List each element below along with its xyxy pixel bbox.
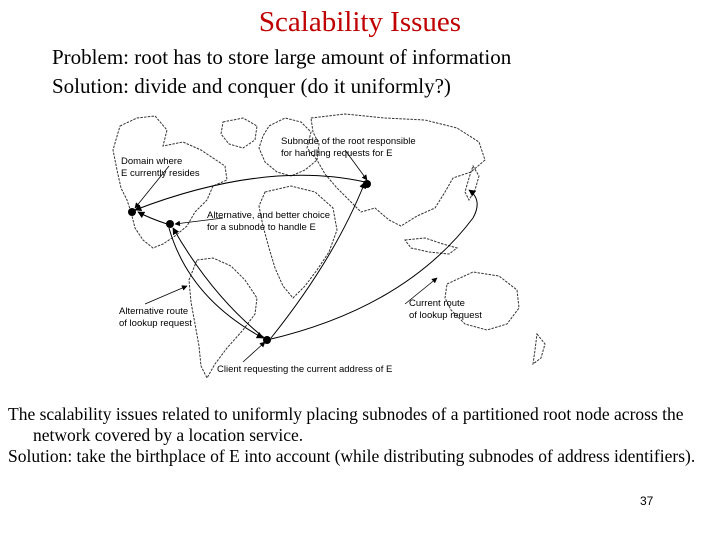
- caption-paragraph: The scalability issues related to uniformly placing subnodes of a partitioned root node across the network covered by a location service.: [8, 404, 684, 445]
- page-number: 37: [640, 494, 654, 508]
- svg-text:Domain where: [121, 156, 182, 167]
- label-alt-route-line1: Alternative route: [119, 306, 189, 317]
- svg-text:Alternative route: [119, 306, 188, 317]
- label-alt-route-line2: of lookup request: [119, 318, 192, 329]
- alternative-subnode: [166, 220, 174, 228]
- root-subnode: [363, 180, 371, 188]
- world-map-figure: [105, 108, 605, 388]
- svg-text:Current route: [409, 298, 465, 309]
- client-leader: [243, 342, 265, 362]
- africa-outline: [259, 186, 337, 298]
- svg-text:of lookup request: [409, 310, 482, 321]
- label-domain-line1: Domain where: [121, 156, 183, 167]
- new-zealand-outline: [533, 334, 545, 364]
- label-client: Client requesting the current address of E: [217, 364, 393, 375]
- domain-node: [128, 208, 136, 216]
- label-alt-choice-line2: for a subnode to handle E: [207, 222, 316, 233]
- label-current-route-line1: Current route: [409, 298, 465, 309]
- svg-text:Alternative, and better choice: [207, 210, 330, 221]
- label-domain-line2: E currently resides: [121, 168, 200, 179]
- client-node: [263, 336, 271, 344]
- alt-route-leader: [145, 286, 187, 304]
- svg-text:for a subnode to handle E: [207, 222, 316, 233]
- asia-outline: [311, 114, 485, 226]
- europe-outline: [259, 118, 317, 176]
- svg-text:Subnode of the root responsibl: [281, 136, 416, 147]
- caption-solution: Solution: take the birthplace of E into account (while distributing subnodes of address identifiers).: [8, 446, 696, 466]
- south-america-outline: [189, 258, 257, 378]
- alternative-to-domain-arrow: [138, 212, 167, 224]
- svg-text:Client requesting the current: [217, 364, 392, 375]
- problem-statement: Problem: root has to store large amount of information: [52, 45, 512, 69]
- client-to-subnode-arrow: [271, 182, 365, 338]
- label-subnode-line1: Subnode of the root responsible: [281, 136, 416, 147]
- label-current-route-line2: of lookup request: [409, 310, 482, 321]
- svg-text:E currently resides: [121, 168, 200, 179]
- label-subnode-line2: for handling requests for E: [281, 148, 393, 159]
- label-alt-choice-line1: Alternative, and better choice: [207, 210, 331, 221]
- slide-title: Scalability Issues: [258, 6, 462, 38]
- intro-block: [52, 43, 511, 101]
- solution-statement: Solution: divide and conquer (do it uniformly?): [52, 74, 451, 98]
- world-map-diagram: [105, 108, 605, 388]
- svg-text:for handling requests for E: [281, 148, 392, 159]
- caption-block: [8, 404, 708, 467]
- greenland-outline: [221, 118, 257, 148]
- svg-text:of lookup request: [119, 318, 192, 329]
